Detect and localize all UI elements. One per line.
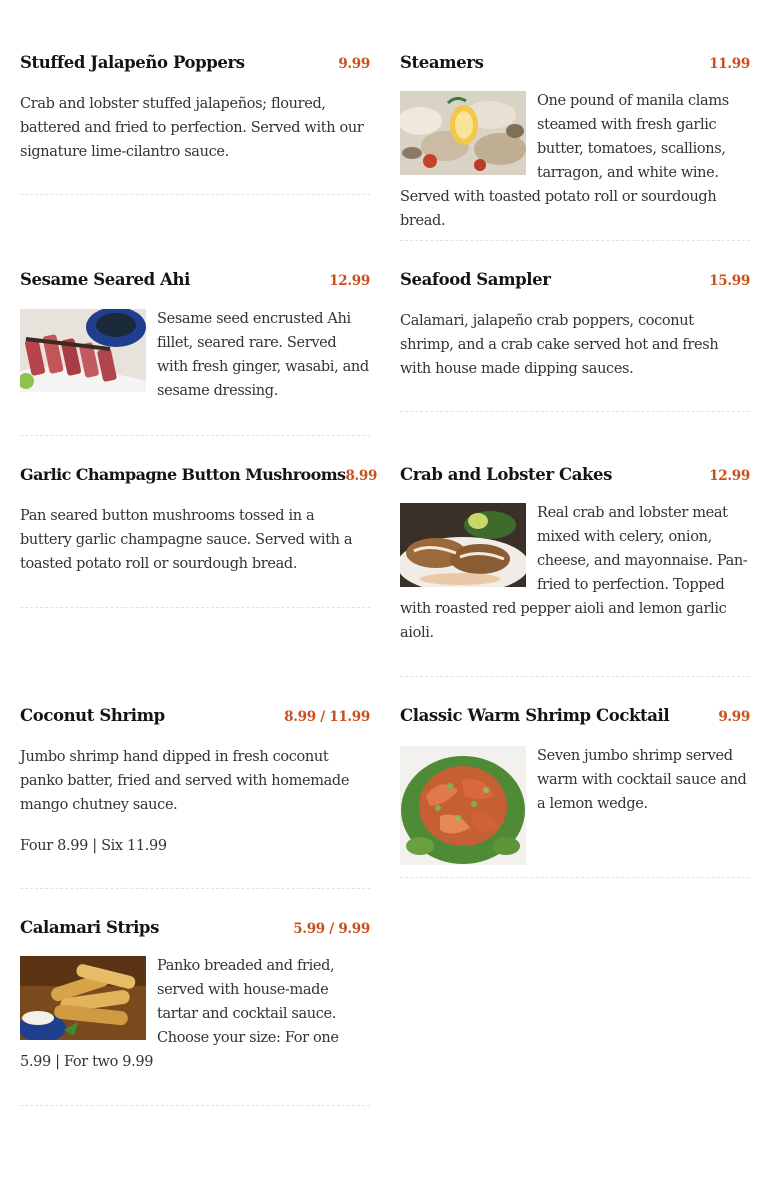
menu-item [400, 706, 750, 869]
divider [20, 888, 370, 889]
item-name: Classic Warm Shrimp Cocktail [400, 706, 670, 725]
item-name: Crab and Lobster Cakes [400, 465, 613, 484]
crab-cakes-photo [400, 503, 526, 587]
item-price: 9.99 [338, 56, 370, 72]
item-price: 8.99 [345, 468, 378, 484]
menu-item [400, 53, 750, 233]
item-price: 11.99 [709, 56, 750, 72]
menu-item [20, 53, 370, 164]
item-name: Steamers [400, 53, 484, 72]
item-body [20, 954, 370, 1074]
menu-item [400, 270, 750, 381]
item-price: 5.99 / 9.99 [293, 921, 370, 937]
divider [20, 1105, 370, 1106]
item-sizes: Four 8.99 | Six 11.99 [20, 838, 167, 854]
item-body [400, 744, 750, 816]
item-price: 12.99 [709, 468, 750, 484]
steamed-clams-photo [400, 91, 526, 175]
shrimp-cocktail-photo [400, 746, 526, 865]
item-name: Sesame Seared Ahi [20, 270, 190, 289]
divider [400, 877, 750, 878]
menu-item [20, 270, 370, 403]
item-price: 8.99 / 11.99 [284, 709, 370, 725]
item-description: Jumbo shrimp hand dipped in fresh coconut panko batter, fried and served with homemade mango chutney sauce. [20, 749, 350, 813]
divider [400, 240, 750, 241]
item-price: 15.99 [709, 273, 750, 289]
item-name: Coconut Shrimp [20, 706, 165, 725]
item-price: 12.99 [329, 273, 370, 289]
item-price: 9.99 [718, 709, 750, 725]
item-description: Seven jumbo shrimp served warm with cocktail sauce and a lemon wedge. [537, 748, 747, 812]
item-description: One pound of manila clams steamed with fresh garlic butter, tomatoes, scallions, tarragon, and white wine. Served with toasted potato roll or sourdough bread. [400, 93, 729, 229]
item-body [20, 307, 370, 403]
divider [20, 607, 370, 608]
menu-item [20, 918, 370, 1074]
item-name: Calamari Strips [20, 918, 159, 937]
item-description: Real crab and lobster meat mixed with celery, onion, cheese, and mayonnaise. Pan-fried to perfection. Topped with roasted red pepper aioli and lemon garlic aioli. [400, 505, 748, 641]
divider [20, 194, 370, 195]
divider [20, 435, 370, 436]
item-name: Stuffed Jalapeño Poppers [20, 53, 245, 72]
item-body [400, 501, 750, 645]
menu-item [20, 465, 378, 576]
item-description: Pan seared button mushrooms tossed in a buttery garlic champagne sauce. Served with a toasted potato roll or sourdough bread. [20, 508, 353, 572]
divider [400, 411, 750, 412]
item-name: Garlic Champagne Button Mushrooms [20, 465, 346, 484]
item-description: Calamari, jalapeño crab poppers, coconut shrimp, and a crab cake served hot and fresh with house made dipping sauces. [400, 313, 719, 377]
divider [400, 676, 750, 677]
item-body [400, 89, 750, 233]
item-description: Sesame seed encrusted Ahi fillet, seared rare. Served with fresh ginger, wasabi, and sesame dressing. [157, 311, 369, 399]
menu-item [400, 465, 750, 645]
calamari-strips-photo [20, 956, 146, 1040]
item-name: Seafood Sampler [400, 270, 551, 289]
seared-ahi-photo [20, 309, 146, 392]
menu-item [20, 706, 370, 858]
item-description: Panko breaded and fried, served with house-made tartar and cocktail sauce. Choose your size: For one 5.99 | For two 9.99 [20, 958, 339, 1070]
item-description: Crab and lobster stuffed jalapeños; floured, battered and fried to perfection. Served with our signature lime-cilantro sauce. [20, 96, 364, 160]
